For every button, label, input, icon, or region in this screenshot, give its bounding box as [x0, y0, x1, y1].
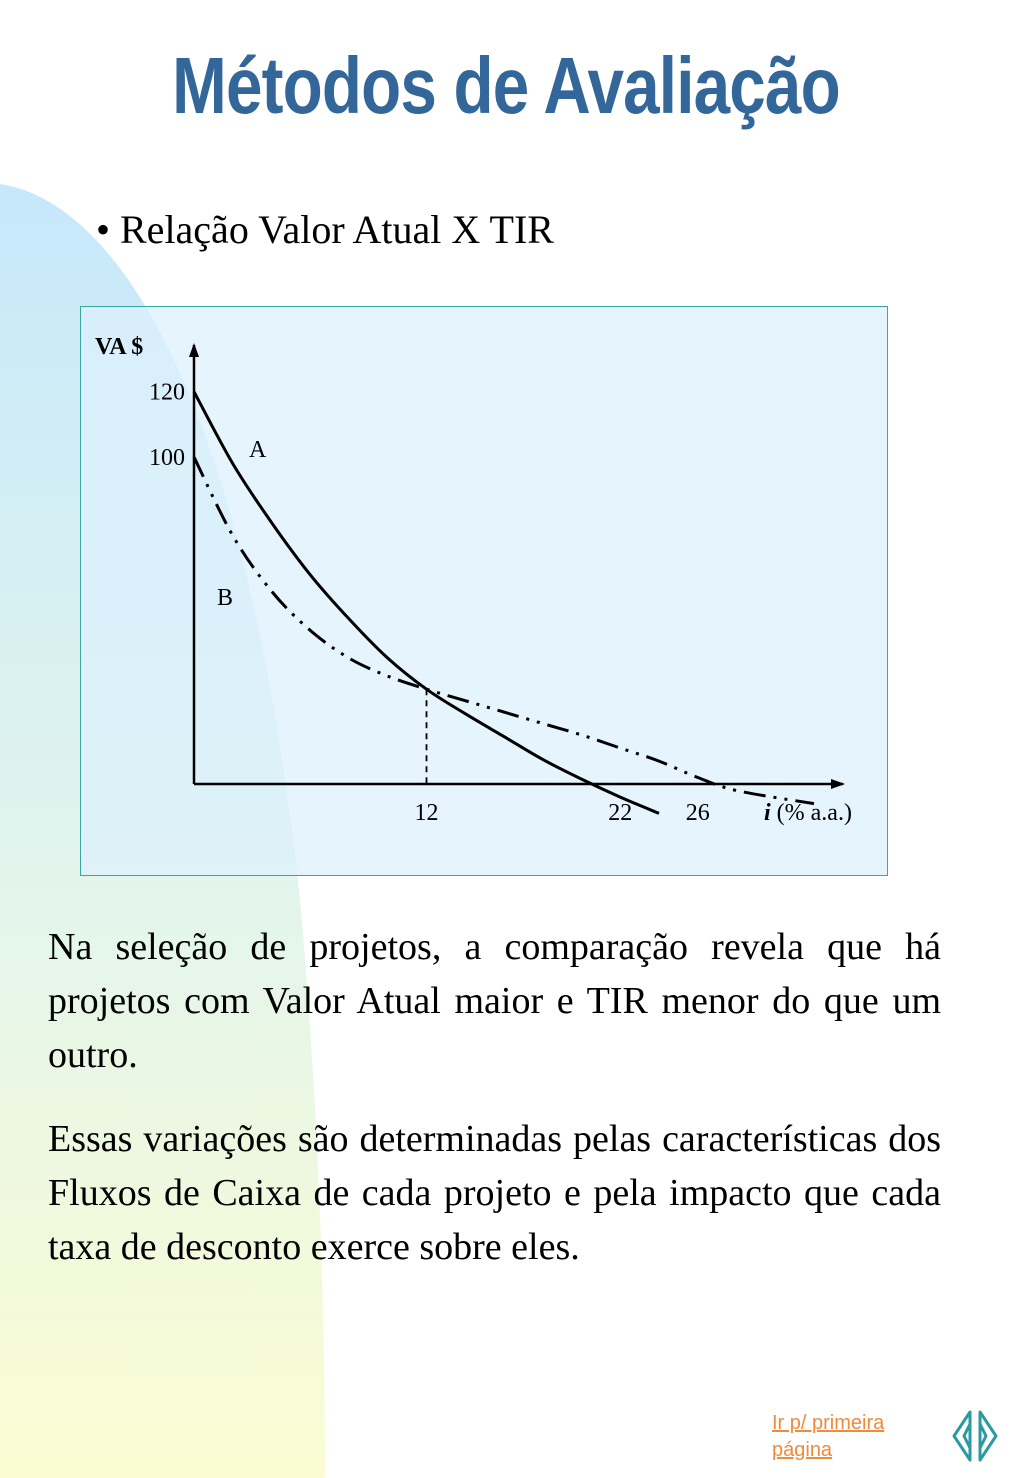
paragraph-2: Essas variações são determinadas pelas características dos Fluxos de Caixa de cada projeto e pela impacto que cada taxa de desconto exerce sobre eles. [48, 1118, 941, 1268]
va-tir-chart [81, 307, 887, 875]
series-label-B: B [217, 585, 234, 611]
y-tick-label-100: 100 [149, 445, 185, 472]
series-line-B [194, 457, 814, 804]
x-tick-label-22: 22 [608, 800, 633, 826]
x-tick-label-12: 12 [414, 800, 439, 826]
series-label-A: A [249, 437, 267, 463]
x-tick-label-26: 26 [685, 800, 710, 826]
y-axis-label: VA $ [95, 334, 144, 360]
double-arrow-nav-icon[interactable] [948, 1408, 1002, 1464]
y-tick-label-120: 120 [149, 379, 185, 406]
first-page-link[interactable]: Ir p/ primeira página [772, 1412, 885, 1461]
paragraph-1: Na seleção de projetos, a comparação revela que há projetos com Valor Atual maior e TIR menor do que um outro. [48, 926, 941, 1076]
page-title: Métodos de Avaliação [172, 41, 840, 130]
bullet-point: • Relação Valor Atual X TIR [96, 207, 554, 252]
chart-panel [80, 306, 888, 876]
x-axis-label: i (% a.a.) [764, 800, 852, 826]
